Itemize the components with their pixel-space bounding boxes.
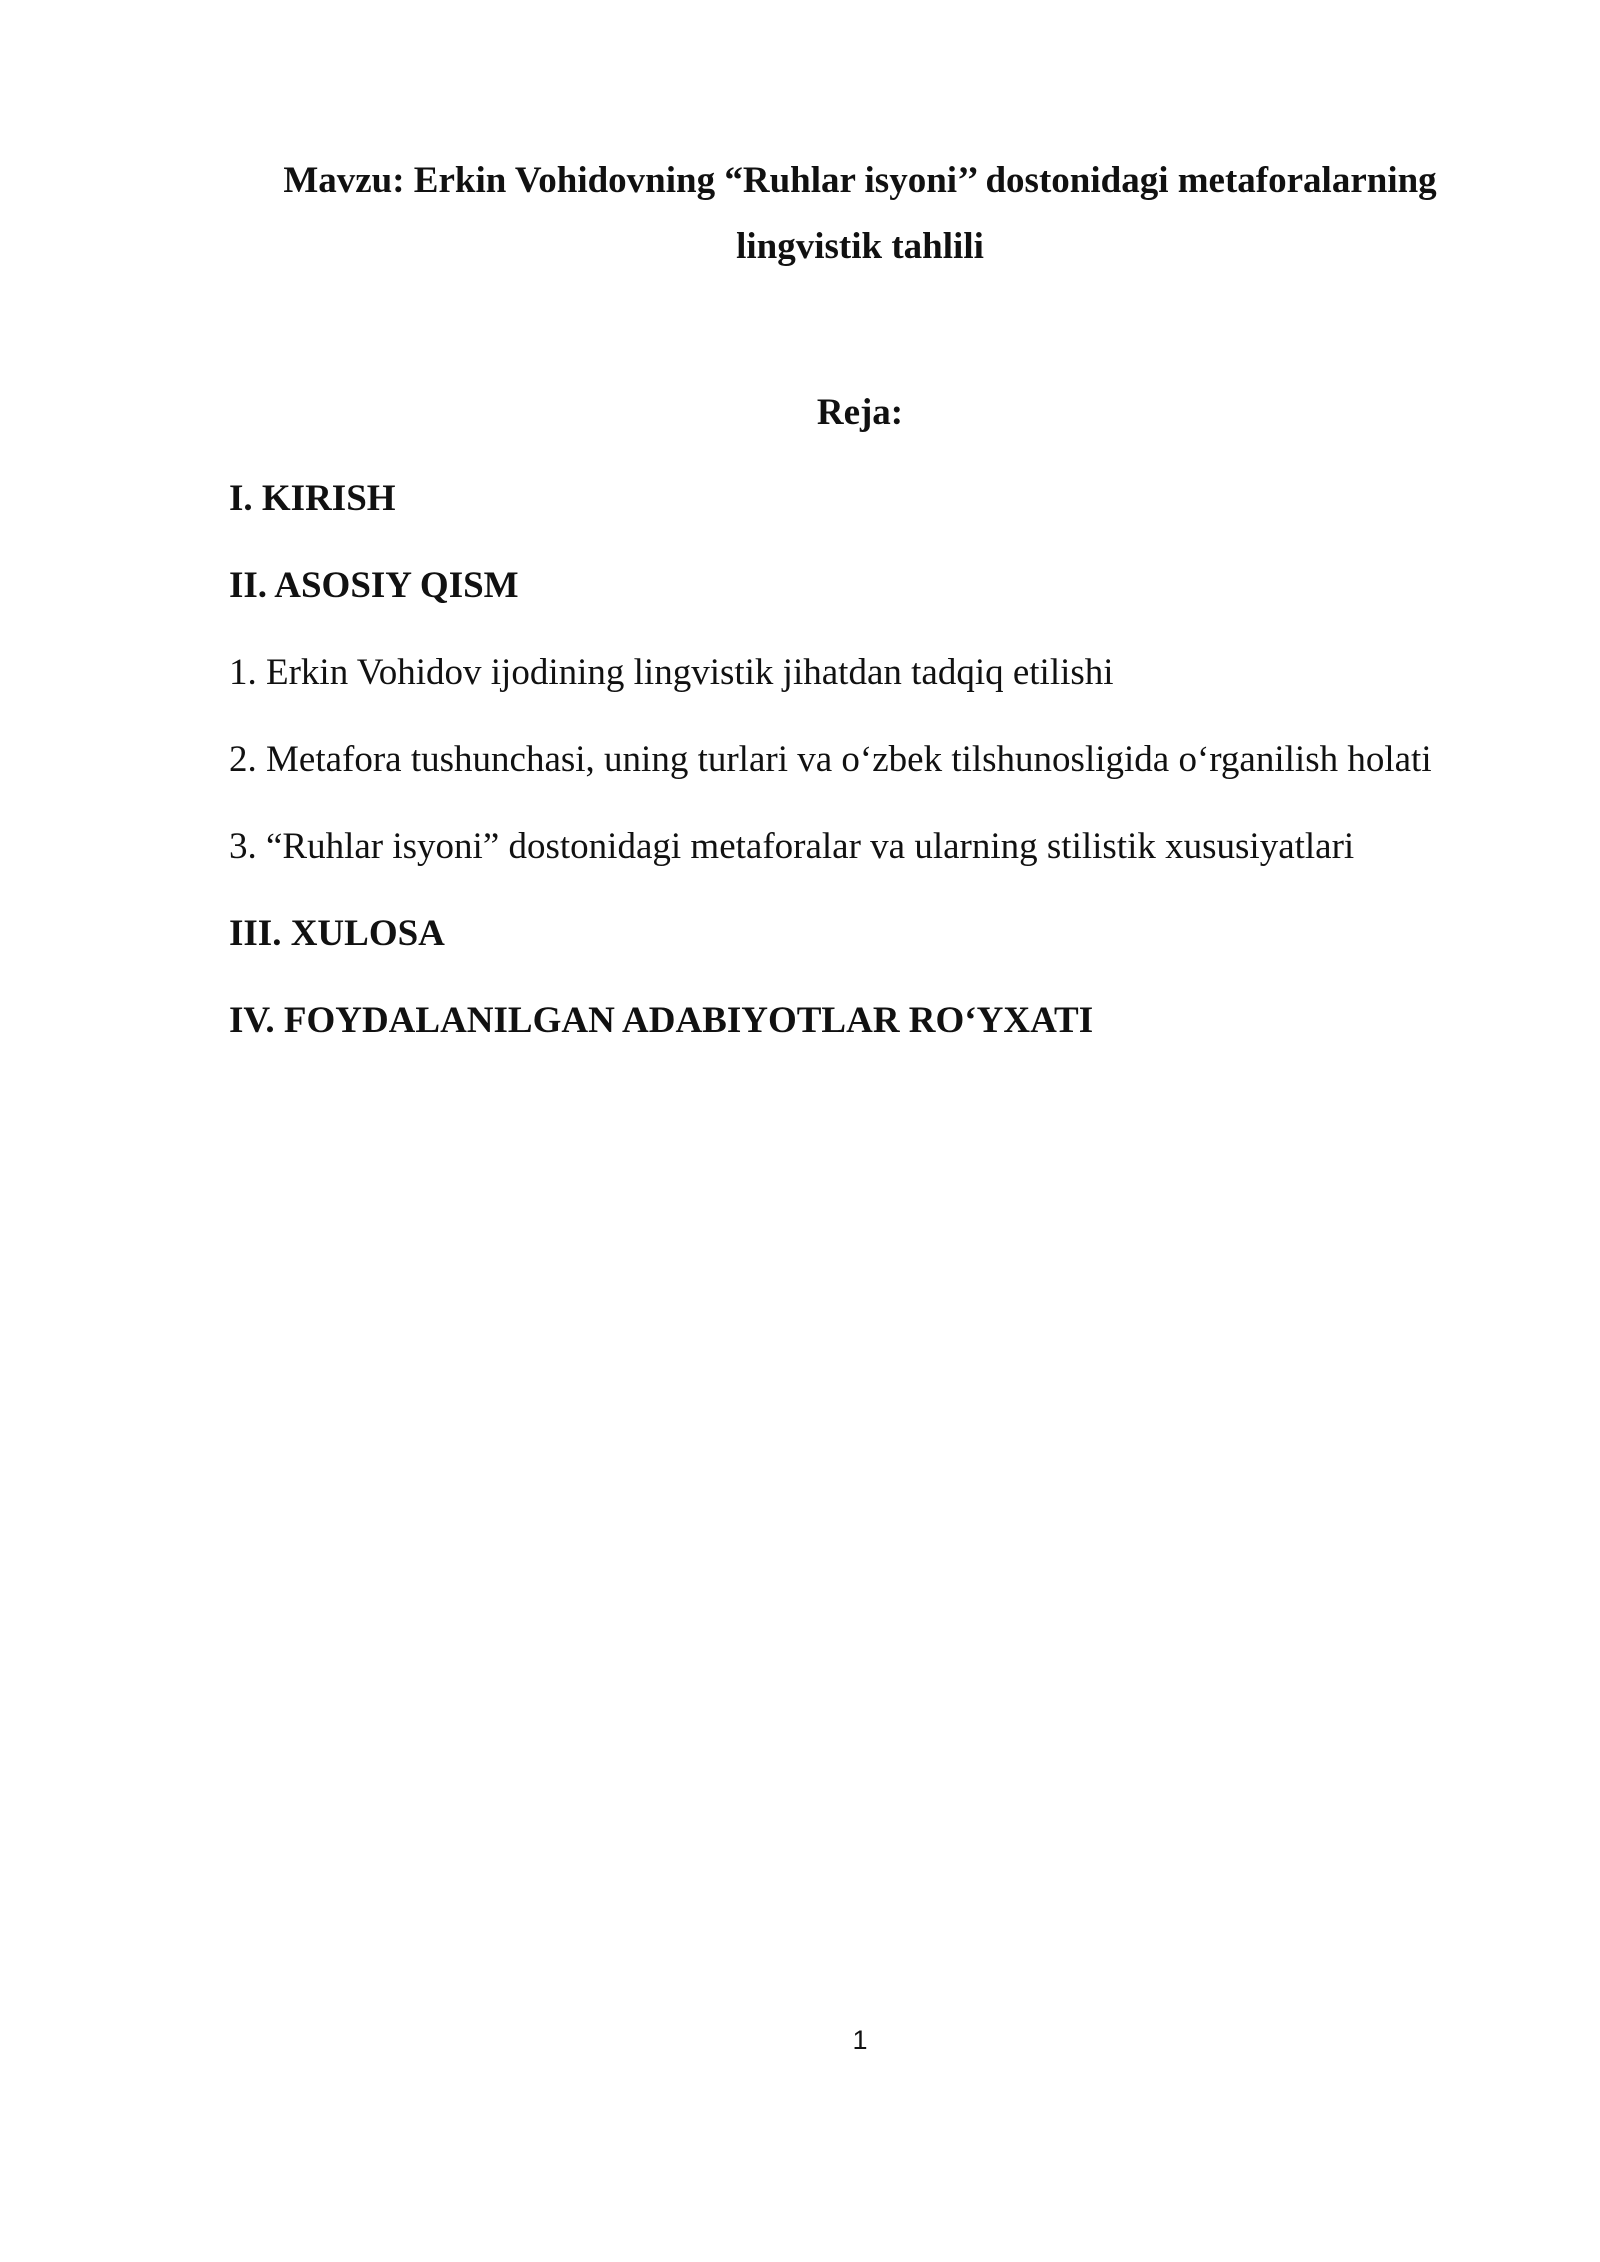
plan-item-conclusion: III. XULOSA — [229, 913, 445, 954]
plan-item-main-part: II. ASOSIY QISM — [229, 565, 519, 606]
plan-item-subsection-1: 1. Erkin Vohidov ijodining lingvistik jihatdan tadqiq etilishi — [229, 652, 1114, 693]
plan-item-subsection-3: 3. “Ruhlar isyoni” dostonidagi metaforalar va ularning stilistik xususiyatlari — [229, 826, 1355, 867]
plan-item-bibliography: IV. FOYDALANILGAN ADABIYOTLAR RO‘YXATI — [229, 1000, 1094, 1041]
plan-list — [229, 475, 1529, 1084]
plan-heading: Reja: — [816, 392, 904, 433]
document-title: Mavzu: Erkin Vohidovning “Ruhlar isyoni’’ dostonidagi metaforalarning lingvistik tahlili — [283, 160, 1437, 267]
plan-item-subsection-2: 2. Metafora tushunchasi, uning turlari va o‘zbek tilshunosligida o‘rganilish holati — [229, 739, 1432, 780]
plan-item-introduction: I. KIRISH — [229, 478, 396, 519]
page-number: 1 — [852, 2025, 868, 2055]
